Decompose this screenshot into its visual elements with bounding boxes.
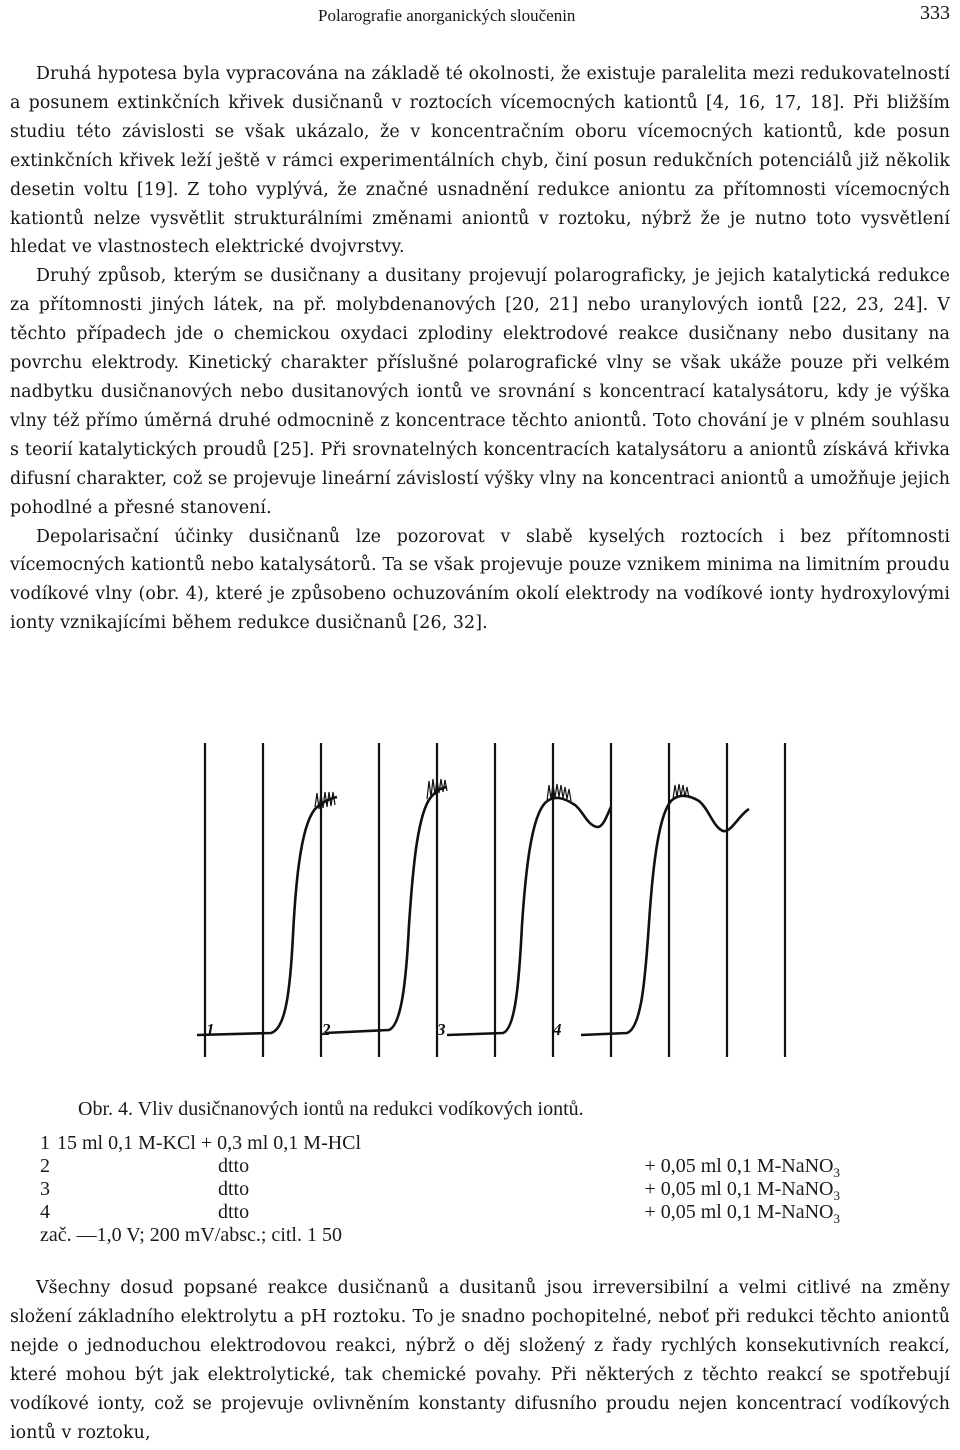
legend-description: dtto [218,1201,250,1223]
legend-number: 4 [40,1201,50,1223]
legend-number: 2 [40,1155,50,1177]
legend-addition-subscript: 3 [833,1165,840,1180]
body-text-lower [10,1274,950,1447]
legend-description: dtto [218,1155,250,1177]
legend-number: 3 [40,1178,50,1200]
legend-addition [644,1201,840,1227]
legend-description: 15 ml 0,1 M-KCl + 0,3 ml 0,1 M-HCl [57,1132,362,1154]
legend-conditions: zač. —1,0 V; 200 mV/absc.; citl. 1 50 [40,1224,342,1246]
page-number: 333 [920,2,950,24]
legend-addition-text: + 0,05 ml 0,1 M-NaNO [644,1201,834,1223]
curve-label-4: 4 [553,1020,562,1039]
legend-row [40,1201,840,1225]
polarogram-curve-3 [447,798,611,1035]
legend-number: 1 [40,1132,50,1154]
paragraph-irreversibility: Všechny dosud popsané reakce dusičnanů a dusitanů jsou irreversibilní a velmi citlivé na změny složení základního elektrolytu a pH roztoku. To je snadno pochopitelné, neboť při redukci těchto aniontů nejde o jednoduchou elektrodovou reakci, nýbrž o děj složený z řady rychlých konsekutivních reakcí, které mohou být jak elektrolytické, tak chemické povahy. Při některých z těchto reakcí se spotřebují vodíkové ionty, což se projevuje ovlivněním konstanty difusního proudu nejen koncentrací vodíkových iontů v roztoku, [10,1278,950,1443]
running-title: Polarografie anorganických sloučenin [318,6,576,25]
legend-row [40,1178,840,1202]
polarogram-curve-1 [197,797,337,1035]
legend-addition-subscript: 3 [833,1211,840,1226]
paragraph-hypothesis: Druhá hypotesa byla vypracována na základě té okolnosti, že existuje paralelita mezi redukovatelností a posunem extinkčních křivek dusičnanů v roztocích vícemocných kationtů [4, 16, 17, 18]. Při bližším studiu této závislosti se však ukázalo, že v koncentračním oboru vícemocných kationtů, kde posun extinkčních křivek leží ještě v rámci experimentálních chyb, činí posun redukčních potenciálů již několik desetin voltu [19]. Z toho vyplývá, že značné usnadnění redukce aniontu za přítomnosti vícemocných kationtů nelze vysvětlit strukturálními změnami aniontů v roztoku, nýbrž že je nutno toto vysvětlení hledat ve vlastnostech elektrické dvojvrstvy. [10,64,950,258]
legend-description: dtto [218,1178,250,1200]
body-text-upper [10,60,950,638]
caption-title: Obr. 4. Vliv dusičnanových iontů na redukci vodíkových iontů. [78,1098,584,1120]
legend-addition-text: + 0,05 ml 0,1 M-NaNO [644,1155,834,1177]
polarogram-figure [175,735,815,1080]
page-header [0,0,960,40]
polarogram-chart [175,735,815,1080]
curve-label-1: 1 [206,1020,215,1039]
polarogram-curve-2 [325,787,447,1033]
legend-addition-text: + 0,05 ml 0,1 M-NaNO [644,1178,834,1200]
curve-label-3: 3 [437,1020,446,1039]
legend-row [40,1155,840,1179]
legend-addition-subscript: 3 [833,1188,840,1203]
legend-row [40,1132,840,1156]
polarogram-curve-4 [581,796,749,1035]
paragraph-catalytic-reduction: Druhý způsob, kterým se dusičnany a dusitany projevují polarograficky, je jejich katalytická redukce za přítomnosti jiných látek, na př. molybdenanových [20, 21] nebo uranylových iontů [22, 23, 24]. V těchto případech jde o chemickou oxydaci zplodiny elektrodové reakce dusičnany nebo dusitany na povrchu elektrody. Kinetický charakter příslušné polarografické vlny se však ukáže pouze při velkém nadbytku dusičnanových nebo dusitanových iontů ve srovnání s koncentrací katalysátoru, kdy je výška vlny též přímo úměrná druhé odmocnině z koncentrace těchto aniontů. Toto chování je v plném souhlasu s teorií katalytických proudů [25]. Při srovnatelných koncentracích katalysátoru a aniontů získává křivka difusní charakter, což se projevuje lineární závislostí výšky vlny na koncentraci aniontů a umožňuje jejich pohodlné a přesné stanovení. [10,266,950,518]
curve-label-2: 2 [322,1020,331,1039]
abscissa-lines [205,743,785,1057]
paragraph-depolarisation: Depolarisační účinky dusičnanů lze pozorovat v slabě kyselých roztocích i bez přítomnosti vícemocných kationtů nebo katalysátorů. Ta se však projevuje pouze vznikem minima na limitním proudu vodíkové vlny (obr. 4), které je způsobeno ochuzováním okolí elektrody na vodíkové ionty hydroxylovými ionty vznikajícími během redukce dusičnanů [26, 32]. [10,526,950,634]
